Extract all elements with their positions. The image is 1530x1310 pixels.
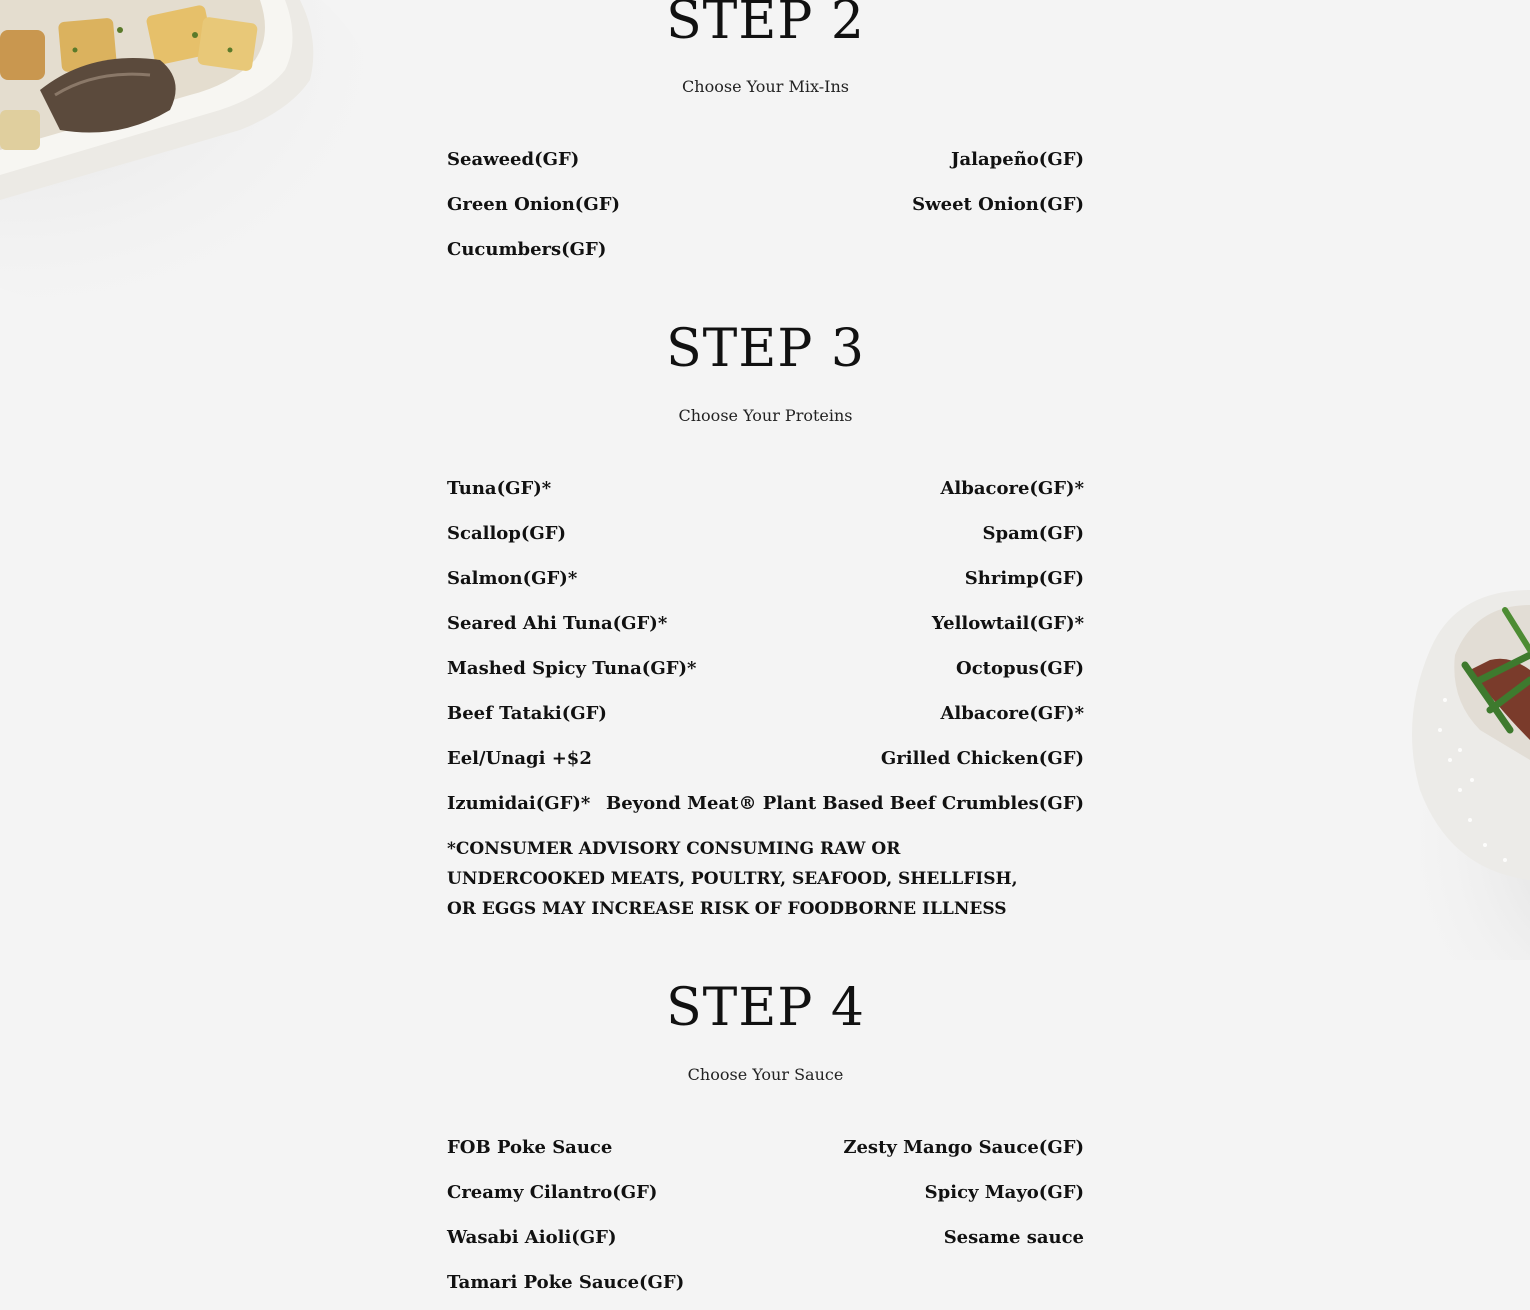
list-row: [447, 477, 1084, 501]
menu-option[interactable]: Creamy Cilantro(GF): [447, 1182, 658, 1203]
menu-option[interactable]: Jalapeño(GF): [951, 149, 1084, 170]
list-row: [447, 238, 1084, 262]
list-row: [447, 1181, 1084, 1205]
menu-option[interactable]: Beef Tataki(GF): [447, 703, 607, 724]
list-row: [447, 702, 1084, 726]
list-row: [447, 567, 1084, 591]
menu-option[interactable]: Albacore(GF)*: [940, 703, 1084, 724]
menu-option[interactable]: Seaweed(GF): [447, 149, 580, 170]
step-2-section: [447, 0, 1084, 96]
food-tray-image: [0, 0, 380, 320]
menu-option[interactable]: Spam(GF): [982, 523, 1084, 544]
menu-option[interactable]: Grilled Chicken(GF): [880, 748, 1084, 769]
step-4-section: [447, 978, 1084, 1084]
menu-option[interactable]: Wasabi Aioli(GF): [447, 1227, 617, 1248]
menu-option[interactable]: Beyond Meat® Plant Based Beef Crumbles(GF): [606, 793, 1084, 814]
menu-option[interactable]: Green Onion(GF): [447, 194, 620, 215]
list-row: [447, 522, 1084, 546]
menu-option[interactable]: Yellowtail(GF)*: [931, 613, 1084, 634]
menu-option[interactable]: Sesame sauce: [943, 1227, 1084, 1248]
menu-option[interactable]: Zesty Mango Sauce(GF): [843, 1137, 1084, 1158]
step-3-subtitle: Choose Your Proteins: [678, 406, 853, 425]
list-row: [447, 657, 1084, 681]
list-row: [447, 612, 1084, 636]
menu-option[interactable]: Sweet Onion(GF): [912, 194, 1084, 215]
menu-option[interactable]: Tuna(GF)*: [447, 478, 552, 499]
list-row: [447, 1136, 1084, 1160]
menu-option[interactable]: Izumidai(GF)*: [447, 793, 591, 814]
step-3-section: [447, 319, 1084, 425]
step-4-subtitle: Choose Your Sauce: [687, 1065, 844, 1084]
menu-option[interactable]: FOB Poke Sauce: [447, 1137, 613, 1158]
menu-option[interactable]: Spicy Mayo(GF): [924, 1182, 1084, 1203]
menu-option[interactable]: Shrimp(GF): [964, 568, 1084, 589]
menu-option[interactable]: Scallop(GF): [447, 523, 567, 544]
step-2-title: STEP 2: [666, 0, 865, 51]
menu-option[interactable]: Albacore(GF)*: [940, 478, 1084, 499]
step-3-title: STEP 3: [666, 319, 865, 379]
list-row: [447, 1271, 1084, 1295]
list-row: [447, 747, 1084, 771]
step-4-title: STEP 4: [666, 978, 865, 1038]
list-row: [447, 1226, 1084, 1250]
menu-option[interactable]: Salmon(GF)*: [447, 568, 578, 589]
consumer-advisory: *CONSUMER ADVISORY CONSUMING RAW OR UNDERCOOKED MEATS, POULTRY, SEAFOOD, SHELLFISH, OR EGGS MAY INCREASE RISK OF FOODBORNE ILLNESS: [447, 839, 1018, 919]
list-row: [447, 148, 1084, 172]
list-row: [447, 193, 1084, 217]
menu-option[interactable]: Mashed Spicy Tuna(GF)*: [447, 658, 697, 679]
urchin-bowl-image: [1360, 560, 1530, 960]
menu-option[interactable]: Eel/Unagi +$2: [447, 748, 592, 769]
menu-option[interactable]: Octopus(GF): [956, 658, 1084, 679]
step-2-subtitle: Choose Your Mix-Ins: [682, 77, 849, 96]
menu-option[interactable]: Seared Ahi Tuna(GF)*: [447, 613, 668, 634]
menu-option[interactable]: Cucumbers(GF): [447, 239, 607, 260]
list-row: [447, 792, 1084, 816]
menu-option[interactable]: Tamari Poke Sauce(GF): [447, 1272, 685, 1293]
